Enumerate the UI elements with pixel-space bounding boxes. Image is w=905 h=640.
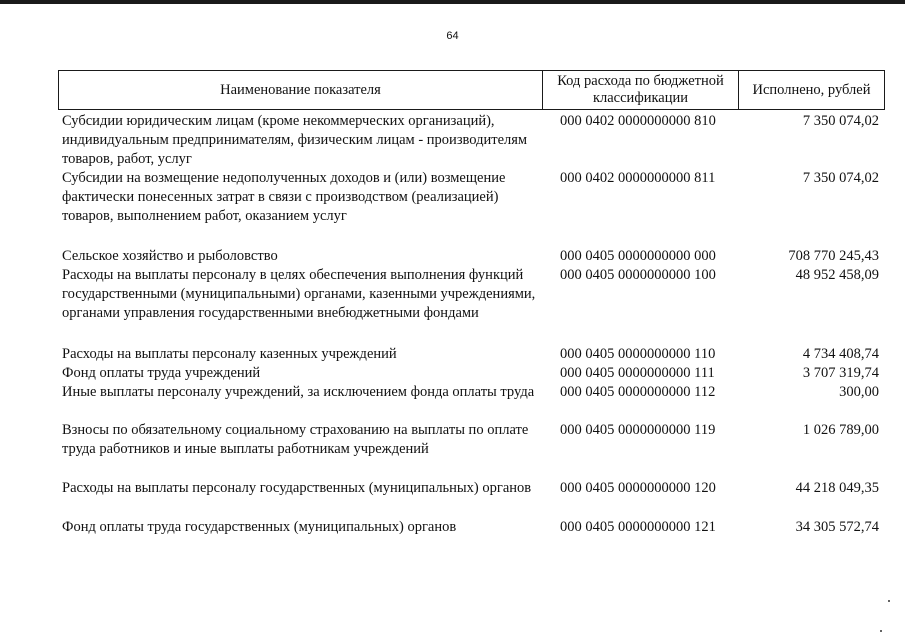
row-amount: 300,00 [839, 384, 879, 400]
row-name: Расходы на выплаты персоналу государственных (муниципальных) органов [62, 480, 532, 496]
header-name-column: Наименование показателя [59, 71, 543, 109]
header-code-column: Код расхода по бюджетной классификации [543, 71, 739, 109]
row-amount: 48 952 458,09 [795, 267, 879, 283]
row-code: 000 0405 0000000000 120 [560, 480, 716, 496]
row-amount: 44 218 049,35 [795, 480, 879, 496]
row-code: 000 0405 0000000000 121 [560, 519, 716, 535]
row-name: Фонд оплаты труда учреждений [62, 365, 261, 381]
table-row [58, 266, 885, 345]
table-body [58, 112, 885, 537]
row-code: 000 0405 0000000000 119 [560, 422, 716, 438]
table-row [58, 383, 885, 421]
row-amount: 4 734 408,74 [802, 346, 879, 362]
row-code: 000 0405 0000000000 100 [560, 267, 716, 283]
row-name: Расходы на выплаты персоналу казенных учреждений [62, 346, 397, 362]
row-name: Иные выплаты персоналу учреждений, за исключением фонда оплаты труда [62, 384, 535, 400]
table-row [58, 518, 885, 537]
row-code: 000 0405 0000000000 112 [560, 384, 716, 400]
table-row [58, 364, 885, 383]
row-amount: 7 350 074,02 [802, 113, 879, 129]
row-amount: 7 350 074,02 [802, 170, 879, 186]
row-code: 000 0402 0000000000 811 [560, 170, 716, 186]
row-code: 000 0402 0000000000 810 [560, 113, 716, 129]
table-row [58, 247, 885, 266]
row-code: 000 0405 0000000000 111 [560, 365, 715, 381]
row-name: Фонд оплаты труда государственных (муниципальных) органов [62, 519, 457, 535]
row-name: Сельское хозяйство и рыболовство [62, 248, 278, 264]
row-name: Субсидии юридическим лицам (кроме некоммерческих организаций), индивидуальным предпринимателям, физическим лицам - производителям товаров, работ, услуг [62, 113, 528, 167]
row-name: Расходы на выплаты персоналу в целях обеспечения выполнения функций государственными (муниципальными) органами, казенными учреждениями, органами управления государственными внебюджетными фондами [62, 267, 536, 321]
page-top-border [0, 0, 905, 4]
row-amount: 708 770 245,43 [788, 248, 879, 264]
table-header [58, 70, 885, 110]
row-code: 000 0405 0000000000 000 [560, 248, 716, 264]
table-row [58, 421, 885, 479]
row-name: Взносы по обязательному социальному страхованию на выплаты по оплате труда работников и иные выплаты работникам учреждений [62, 422, 529, 457]
scan-speck [888, 600, 890, 602]
row-amount: 3 707 319,74 [802, 365, 879, 381]
table-row [58, 345, 885, 364]
scan-speck [880, 630, 882, 632]
header-amount-column: Исполнено, рублей [752, 81, 871, 98]
table-row [58, 479, 885, 518]
row-name: Субсидии на возмещение недополученных доходов и (или) возмещение фактически понесенных затрат в связи с производством (реализацией) товаров, выполнением работ, оказанием услуг [62, 170, 506, 224]
table-row [58, 169, 885, 247]
page-number: 64 [446, 30, 459, 42]
row-amount: 34 305 572,74 [795, 519, 879, 535]
table-row [58, 112, 885, 169]
row-amount: 1 026 789,00 [802, 422, 879, 438]
row-code: 000 0405 0000000000 110 [560, 346, 716, 362]
